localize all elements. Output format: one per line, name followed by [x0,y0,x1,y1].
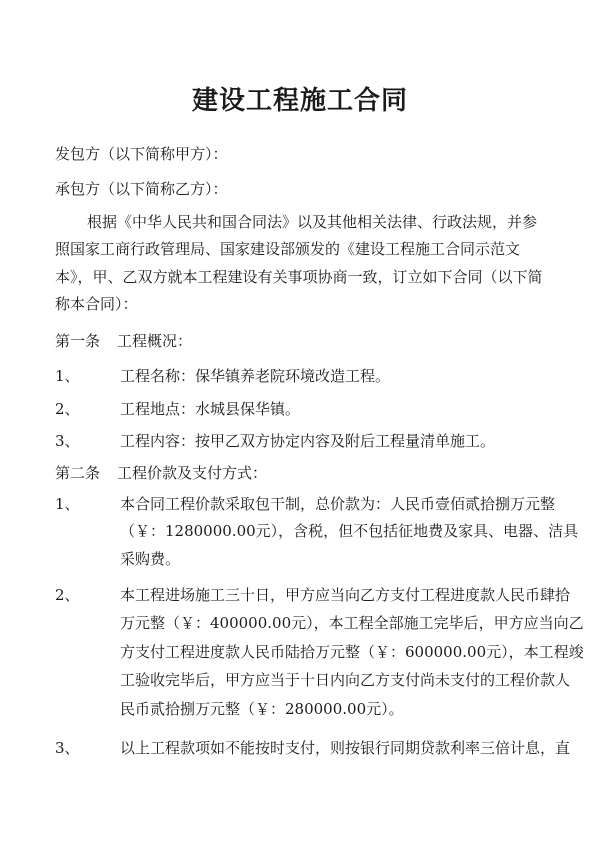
party-a-line: 发包方（以下简称甲方）： [55,145,228,163]
item-number: 3、 [55,432,80,450]
party-b-line: 承包方（以下简称乙方）： [55,180,228,198]
preamble-line: 根据《中华人民共和国合同法》以及其他相关法律、行政法规，并参 [87,213,538,231]
item-number: 1、 [55,495,80,513]
article1-heading [55,330,192,351]
item-text: 工程名称：保华镇养老院环境改造工程。 [120,367,391,385]
item-text: 方支付工程进度款人民币陆拾万元整（￥：600000.00元），本工程竣 [120,643,584,661]
item-number: 2、 [55,400,80,418]
article-label: 第二条 [55,464,101,482]
article2-heading [55,462,267,483]
item-text: 采购费。 [120,550,181,568]
article-title: 工程概况： [117,332,193,350]
document-title: 建设工程施工合同 [191,86,408,116]
preamble-line: 照国家工商行政管理局、国家建设部颁发的《建设工程施工合同示范文 [55,240,521,258]
item-text: 本工程进场施工三十日，甲方应当向乙方支付工程进度款人民币肆拾 [120,586,571,604]
item-text: 以上工程款项如不能按时支付，则按银行同期贷款利率三倍计息，直 [120,739,571,757]
article-title: 工程价款及支付方式： [117,464,268,482]
item-text: 工程地点：水城县保华镇。 [120,400,301,418]
preamble-line: 本》，甲、乙双方就本工程建设有关事项协商一致，订立如下合同（以下简 [55,268,543,286]
item-text: 民币贰拾捌万元整（￥：280000.00元）。 [120,700,404,718]
item-text: 万元整（￥：400000.00元），本工程全部施工完毕后，甲方应当向乙 [120,614,584,632]
item-text: 工程内容：按甲乙双方协定内容及附后工程量清单施工。 [120,432,496,450]
item-text: （￥：1280000.00元），含税，但不包括征地费及家具、电器、洁具 [120,522,579,540]
item-text: 本合同工程价款采取包干制，总价款为：人民币壹佰贰拾捌万元整 [120,495,556,513]
article-label: 第一条 [55,332,101,350]
preamble-line: 称本合同）： [55,295,138,313]
item-number: 1、 [55,367,80,385]
item-number: 2、 [55,586,80,604]
item-text: 工验收完毕后，甲方应当于十日内向乙方支付尚未支付的工程价款人 [120,671,571,689]
item-number: 3、 [55,739,80,757]
